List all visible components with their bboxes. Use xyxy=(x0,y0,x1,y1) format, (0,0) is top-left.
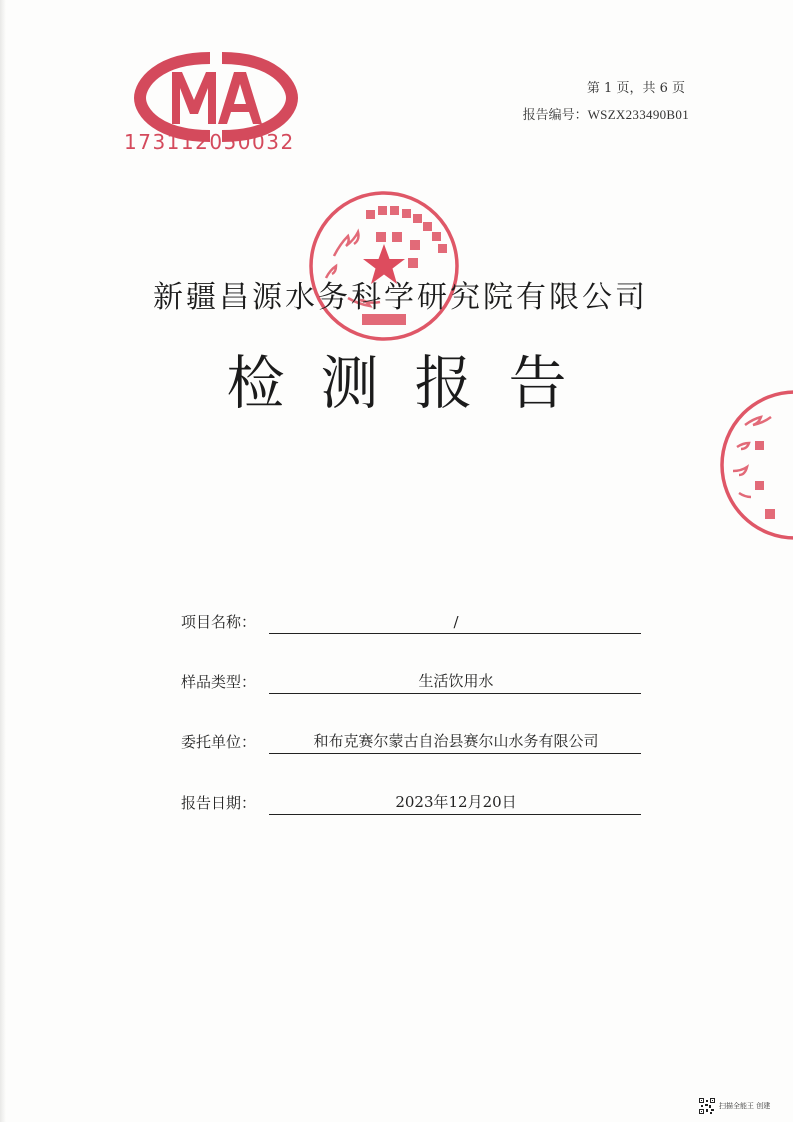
field-label: 报告日期： xyxy=(181,794,257,812)
report-title: 检测报告 xyxy=(226,349,603,417)
page-edge-shadow xyxy=(0,0,6,1122)
field-sample-type xyxy=(181,668,641,694)
official-seal-stamp xyxy=(306,188,462,344)
field-value: 和布克赛尔蒙古自治县赛尔山水务有限公司 xyxy=(313,732,599,750)
report-number xyxy=(523,104,689,123)
page-number-info: 第 1 页，共 6 页 xyxy=(586,81,685,96)
field-label: 样品类型： xyxy=(181,673,257,691)
cma-registration-number: 173112050032 xyxy=(124,130,295,154)
field-report-date xyxy=(181,789,641,815)
report-number-value: WSZX233490B01 xyxy=(587,107,689,122)
field-label: 项目名称： xyxy=(181,613,257,631)
underline-divider xyxy=(269,633,641,634)
field-project-name xyxy=(181,608,641,634)
underline-divider xyxy=(269,814,641,815)
underline-divider xyxy=(269,693,641,694)
field-value: 生活饮用水 xyxy=(418,672,494,690)
company-name-heading: 新疆昌源水务科学研究院有限公司 xyxy=(153,280,648,315)
field-label: 委托单位： xyxy=(181,733,257,751)
qr-code-icon xyxy=(699,1098,715,1114)
field-value: / xyxy=(453,613,459,631)
report-number-label: 报告编号： xyxy=(522,108,588,123)
scanner-watermark-text: 扫描全能王 创建 xyxy=(719,1102,771,1110)
underline-divider xyxy=(269,753,641,754)
field-value: 2023年12月20日 xyxy=(395,793,517,811)
field-client xyxy=(181,728,641,754)
